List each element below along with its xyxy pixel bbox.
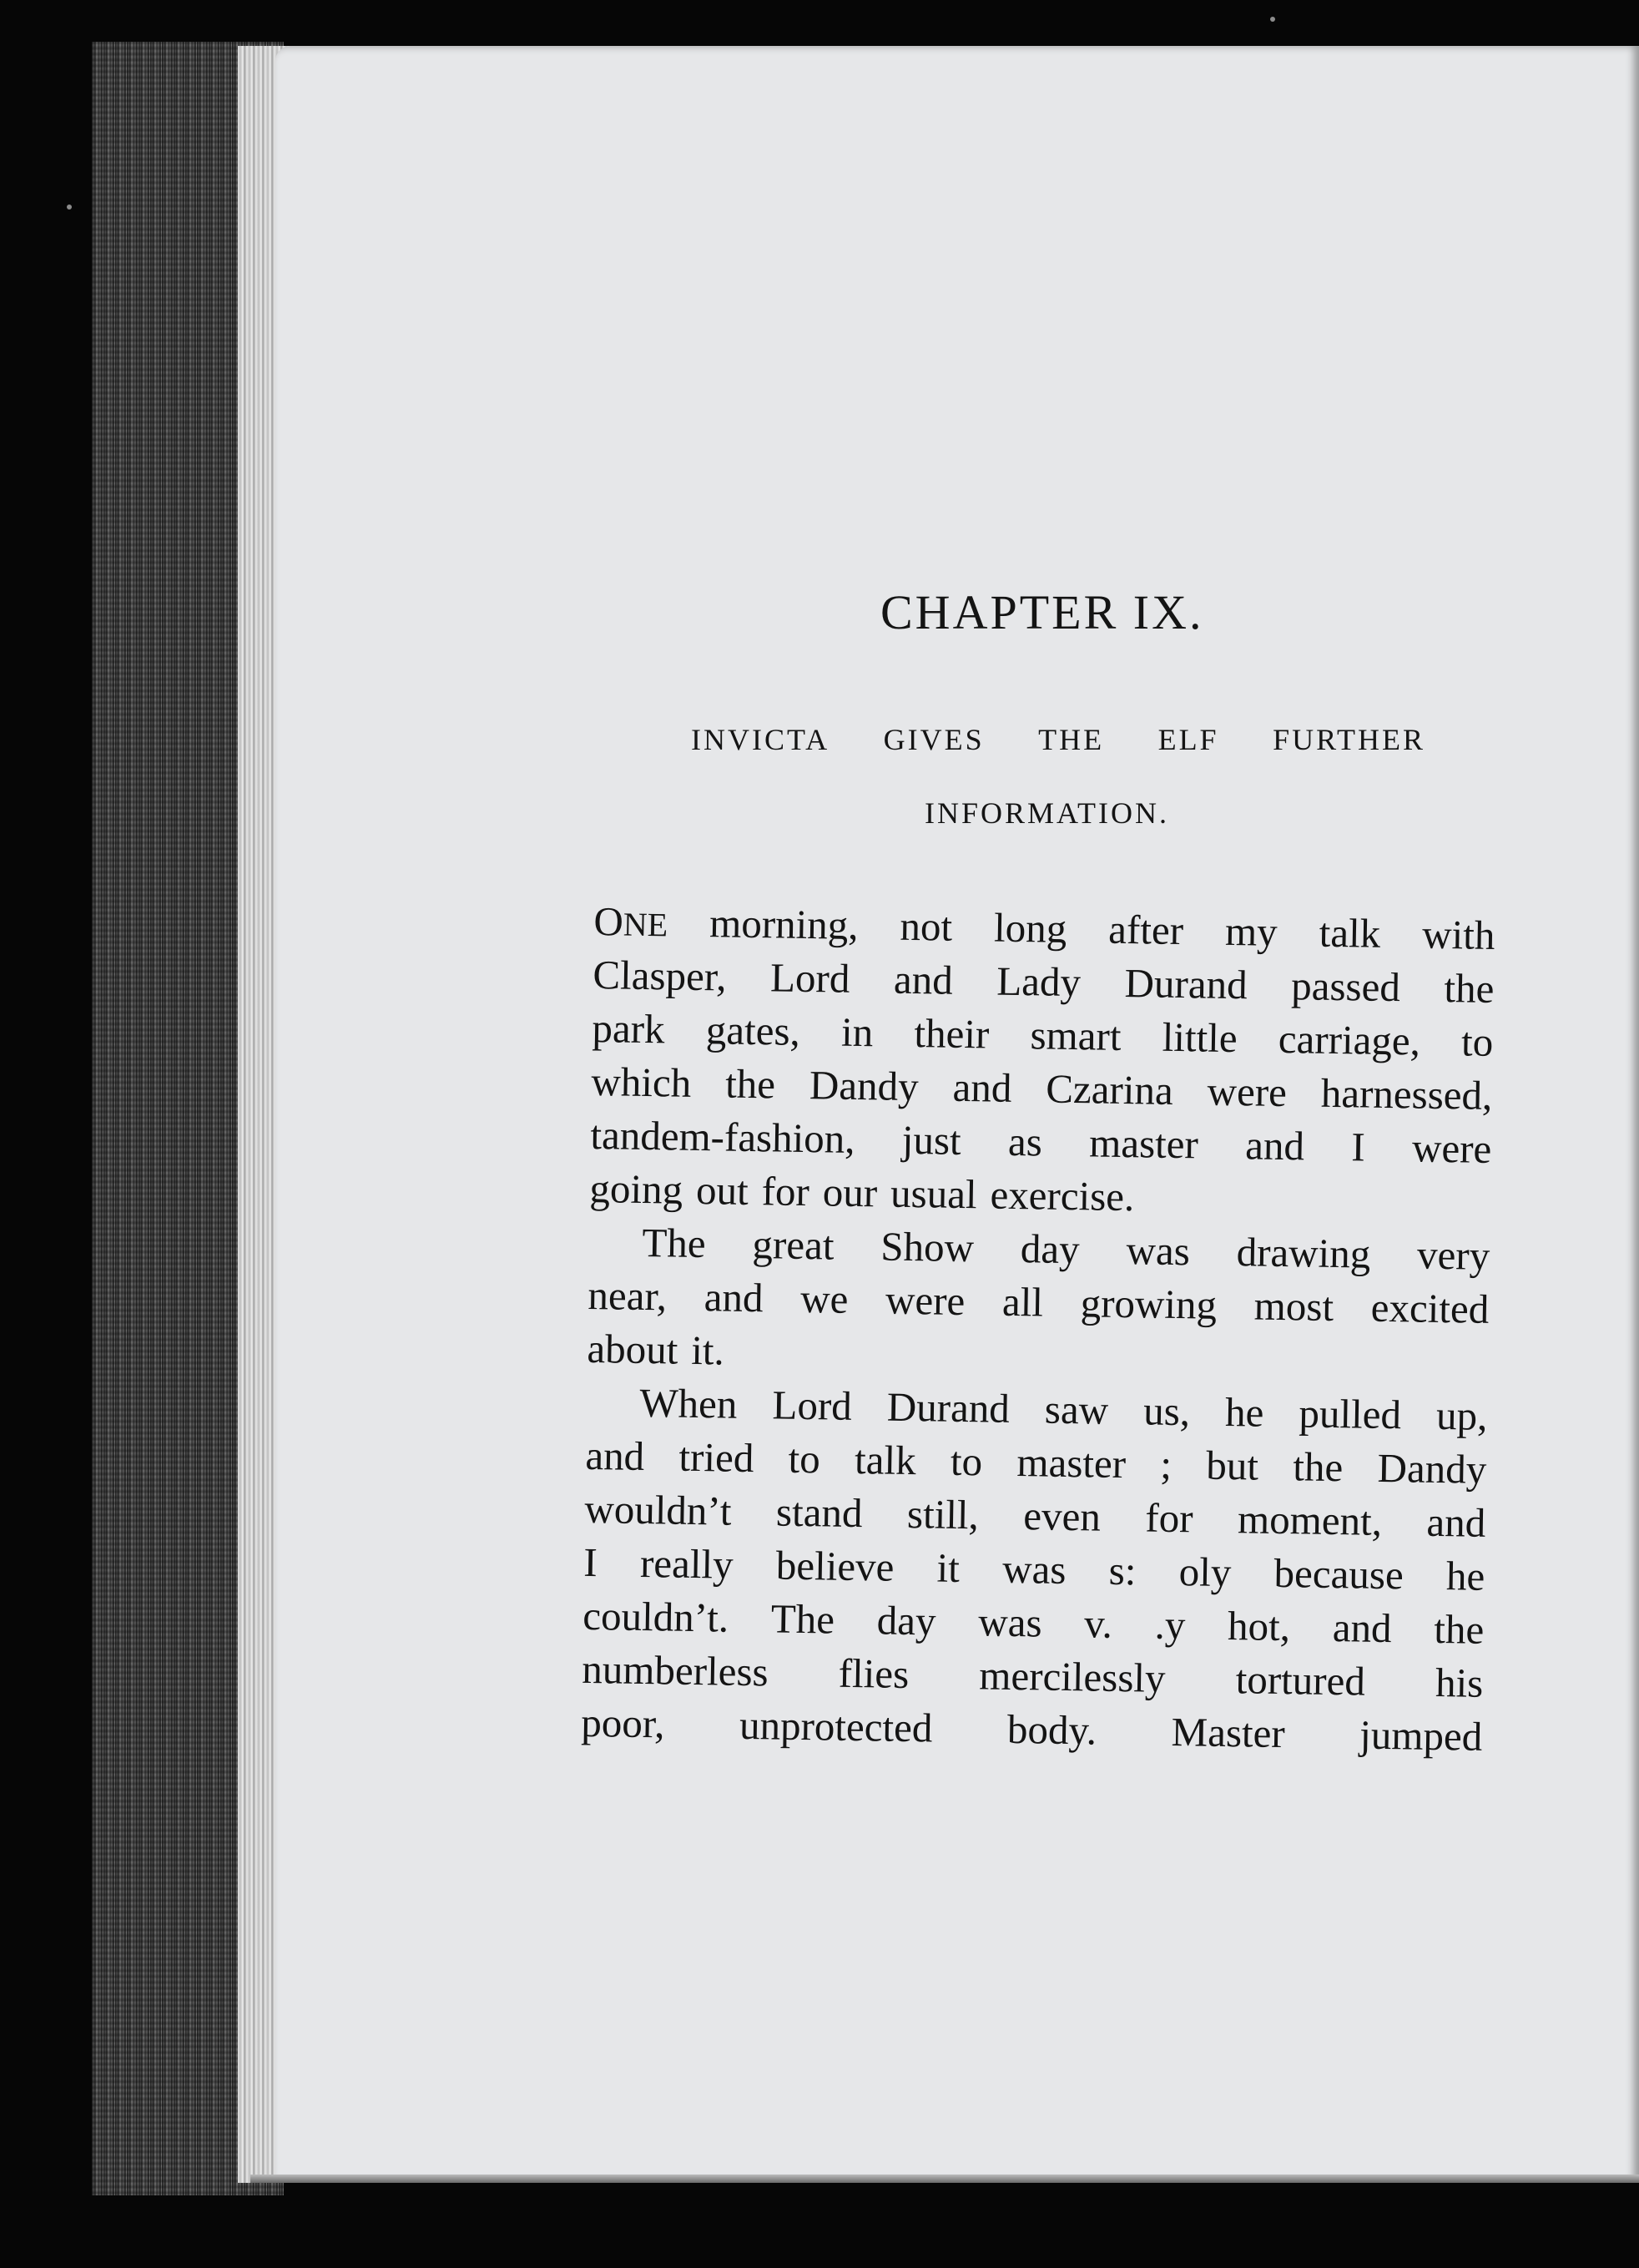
word: master	[1088, 1119, 1199, 1168]
page-bottom-edge	[250, 2175, 1639, 2183]
word: unprotected	[739, 1701, 933, 1751]
word: Dandy	[809, 1062, 920, 1110]
word: smart	[1030, 1012, 1122, 1059]
word: exercise.	[990, 1171, 1135, 1220]
word: I	[1350, 1124, 1366, 1170]
word: was	[1001, 1545, 1067, 1593]
word: pulled	[1299, 1390, 1402, 1438]
word: the	[724, 1060, 776, 1108]
word: When	[639, 1379, 738, 1427]
subtitle-word: FURTHER	[1273, 723, 1425, 756]
subtitle-word: ELF	[1157, 723, 1219, 756]
word: just	[901, 1116, 962, 1164]
word: up,	[1435, 1392, 1488, 1439]
word: tried	[678, 1433, 754, 1482]
word: he	[1224, 1388, 1264, 1436]
subtitle-word: THE	[1038, 723, 1105, 756]
word: was	[977, 1599, 1042, 1646]
word: to	[1460, 1018, 1494, 1065]
word: excited	[1370, 1284, 1490, 1332]
word: were	[885, 1276, 966, 1325]
word: to	[950, 1437, 983, 1485]
word: master	[1016, 1439, 1127, 1488]
word: usual	[890, 1169, 978, 1218]
word: morning,	[709, 900, 859, 948]
word: going	[589, 1164, 683, 1213]
word: Show	[880, 1223, 975, 1271]
word: my	[1224, 907, 1278, 955]
word: for	[761, 1168, 810, 1215]
word: growing	[1080, 1280, 1218, 1328]
word: and	[1426, 1498, 1486, 1546]
word: couldn’t.	[582, 1592, 729, 1641]
word: Lord	[772, 1382, 853, 1429]
word: about	[587, 1325, 678, 1373]
word: were	[1411, 1124, 1492, 1172]
chapter-heading: CHAPTER IX.	[880, 585, 1204, 639]
word: tandem-fashion,	[590, 1111, 855, 1162]
word: numberless	[581, 1645, 769, 1695]
word: great	[752, 1221, 835, 1269]
word: saw	[1044, 1386, 1109, 1433]
word: day	[1020, 1225, 1081, 1273]
word: our	[822, 1169, 878, 1216]
word: in	[840, 1008, 874, 1056]
word: gates,	[705, 1007, 801, 1054]
word: after	[1107, 906, 1184, 954]
small-caps: NE	[623, 905, 668, 944]
word: ;	[1159, 1441, 1173, 1488]
word: were	[1207, 1068, 1288, 1116]
word: still,	[906, 1490, 980, 1538]
word: the	[1433, 1605, 1485, 1653]
drop-cap: O	[593, 897, 624, 945]
word: as	[1007, 1118, 1043, 1165]
word: drawing	[1236, 1229, 1371, 1277]
word: and	[585, 1432, 645, 1480]
word: his	[1435, 1659, 1484, 1706]
word: mercilessly	[978, 1652, 1166, 1701]
word: and	[952, 1063, 1012, 1111]
word: because	[1273, 1549, 1404, 1599]
word: talk	[854, 1436, 917, 1484]
line-start	[593, 895, 668, 949]
word: .y	[1154, 1601, 1186, 1649]
word: s:	[1108, 1547, 1137, 1594]
word: Durand	[1124, 960, 1248, 1008]
word: near,	[588, 1271, 668, 1320]
word: jumped	[1359, 1711, 1483, 1760]
word: their	[914, 1010, 990, 1058]
word: moment,	[1237, 1496, 1383, 1544]
word: but	[1205, 1442, 1259, 1489]
word: Lady	[996, 957, 1082, 1006]
word: believe	[775, 1542, 895, 1590]
chapter-subtitle-line-1	[691, 722, 1425, 757]
word: Master	[1171, 1708, 1286, 1757]
word: we	[799, 1275, 849, 1322]
word: harnessed,	[1320, 1069, 1493, 1119]
word: all	[1001, 1278, 1044, 1326]
word: v.	[1083, 1600, 1113, 1647]
scan-speck	[1270, 17, 1275, 22]
subtitle-word: INVICTA	[691, 723, 830, 756]
word: to	[788, 1435, 821, 1483]
word: us,	[1142, 1387, 1191, 1435]
word: it.	[690, 1326, 725, 1374]
word: which	[591, 1058, 692, 1106]
subtitle-word: GIVES	[883, 723, 985, 756]
scan-speck	[67, 205, 72, 210]
word: flies	[838, 1649, 910, 1698]
word: most	[1253, 1282, 1334, 1330]
word: and	[1244, 1122, 1305, 1169]
word: Lord	[769, 954, 850, 1002]
word: really	[639, 1539, 734, 1588]
word: and	[893, 956, 954, 1003]
word: The	[770, 1595, 835, 1643]
word: stand	[775, 1488, 863, 1537]
word: he	[1445, 1553, 1485, 1599]
word: The	[642, 1219, 707, 1267]
word: even	[1022, 1493, 1102, 1540]
word: I	[583, 1538, 598, 1586]
word: passed	[1290, 962, 1401, 1011]
word: the	[1292, 1443, 1344, 1491]
word: out	[695, 1166, 749, 1214]
word: day	[876, 1597, 936, 1644]
word: with	[1421, 911, 1495, 958]
chapter-subtitle-line-2: INFORMATION.	[925, 796, 1170, 830]
word: park	[592, 1004, 665, 1053]
word: body.	[1006, 1705, 1097, 1754]
word: Durand	[886, 1383, 1011, 1432]
word: long	[993, 904, 1067, 952]
word: carriage,	[1278, 1015, 1421, 1064]
word: oly	[1178, 1548, 1232, 1596]
word: wouldn’t	[584, 1485, 732, 1534]
word: little	[1162, 1013, 1238, 1062]
body-text	[581, 895, 1495, 1764]
word: the	[1444, 965, 1495, 1012]
word: and	[704, 1274, 764, 1321]
word: Dandy	[1377, 1444, 1487, 1493]
word: tortured	[1235, 1656, 1366, 1705]
word: poor,	[580, 1699, 665, 1747]
word: was	[1126, 1227, 1191, 1275]
word: for	[1145, 1494, 1194, 1542]
word: and	[1332, 1604, 1392, 1652]
word: Clasper,	[593, 951, 727, 1000]
word: not	[900, 902, 953, 950]
word: hot,	[1227, 1603, 1291, 1650]
word: Czarina	[1045, 1065, 1174, 1114]
word: talk	[1319, 909, 1381, 957]
word: it	[936, 1544, 961, 1591]
word: very	[1416, 1231, 1490, 1279]
